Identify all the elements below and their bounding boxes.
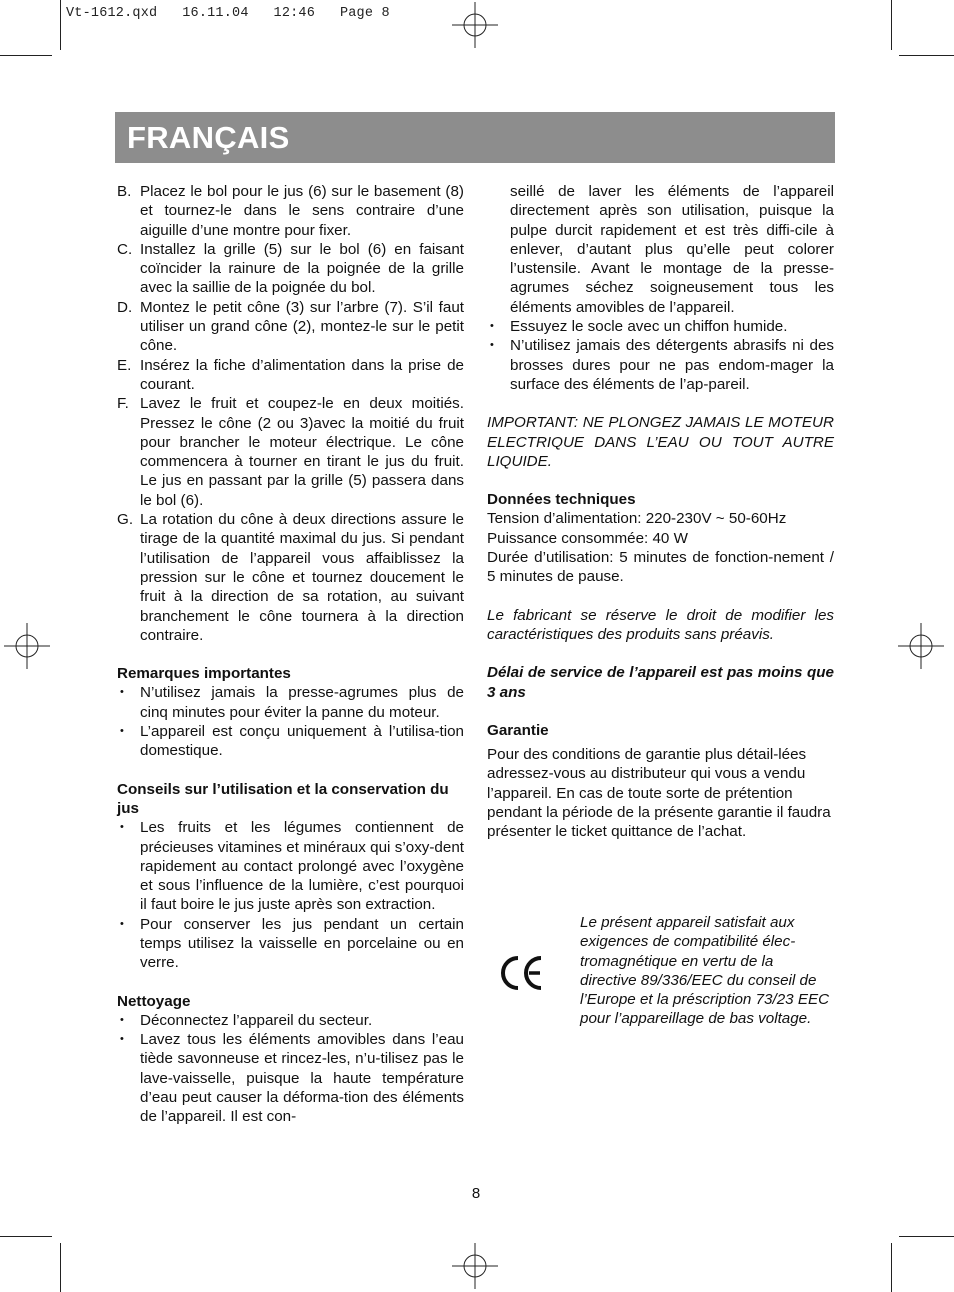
step-label: F. (117, 395, 129, 413)
list-item: • Essuyez le socle avec un chiffon humide. (487, 317, 834, 336)
registration-mark-icon (452, 2, 498, 48)
cleaning-heading: Nettoyage (117, 992, 191, 1010)
remarks-heading: Remarques importantes (117, 665, 291, 683)
step-label: C. (117, 240, 133, 258)
step-text: La rotation du cône à deux directions assure le tirage de la quantité maximal du jus. Si pendant l’utilisation de l’appareil vous affaiblissez la pression sur le cône et tournez doucement le fruit à la direction de sa rotation, au suivant branchement le cône tournera à la direction contraire. (140, 511, 464, 644)
crop-mark (899, 55, 954, 56)
crop-mark (899, 1236, 954, 1237)
registration-mark-icon (898, 623, 944, 669)
section-title: FRANÇAIS (127, 120, 290, 155)
service-life: Délai de service de l’appareil est pas moins que 3 ans (487, 664, 834, 701)
step-item (117, 182, 464, 240)
step-label: B. (117, 183, 132, 200)
assembly-steps (117, 182, 464, 645)
step-item (117, 394, 464, 510)
list-item: • Déconnectez l’appareil du secteur. (117, 1011, 464, 1030)
step-item (117, 240, 464, 298)
ce-compliance (487, 913, 834, 1053)
warranty-text: Pour des conditions de garantie plus détail-lées adressez-vous au distributeur qui vous a vendu l’appareil. En cas de toute sorte de prétention pendant la période de la présente garantie il faudra présenter le ticket quittance de l’achat. (487, 746, 831, 841)
print-slug: Vt-1612.qxd 16.11.04 12:46 Page 8 (66, 6, 390, 21)
important-warning: IMPORTANT: NE PLONGEZ JAMAIS LE MOTEUR ELECTRIQUE DANS L’EAU OU TOUT AUTRE LIQUIDE. (487, 414, 834, 470)
step-label: G. (117, 511, 134, 529)
step-label: E. (117, 356, 132, 374)
registration-mark-icon (4, 623, 50, 669)
list-item: • Pour conserver les jus pendant un certain temps utilisez la vaisselle en porcelaine ou en verre. (117, 915, 464, 973)
warranty-heading: Garantie (487, 721, 549, 739)
tech-line: Durée d’utilisation: 5 minutes de fonction-nement / 5 minutes de pause. (487, 549, 834, 586)
ce-text: Le présent appareil satisfait aux exigences de compatibilité élec-tromagnétique en vertu de la directive 89/336/EEC du conseil de l’Europe et la préscription 73/23 EEC pour l’appareillage de bas voltage. (580, 914, 830, 1028)
list-item: • N’utilisez jamais la presse-agrumes plus de cinq minutes pour éviter la panne du moteur. (117, 683, 464, 722)
step-text: Placez le bol pour le jus (6) sur le basement (8) et tournez-le dans le sens contraire d’une aiguille d’une montre pour fixer. (140, 183, 464, 239)
crop-mark (0, 1236, 52, 1237)
cleaning-continued-text: seillé de laver les éléments de l’appareil directement après son utilisation, puisque la pulpe durcit rapidement et est très diffi-cile à enlever, d’autant plus qu’elle peut colorer l’ustensile. Avant le montage de la presse-agrumes séchez soigneusement tous les éléments amovibles de l’appareil. (510, 183, 834, 316)
step-item (117, 356, 464, 395)
step-text: Insérez la fiche d’alimentation dans la prise de courant. (140, 356, 464, 393)
registration-mark-icon (452, 1243, 498, 1289)
tech-heading: Données techniques (487, 491, 636, 509)
tech-line: Puissance consommée: 40 W (487, 529, 688, 547)
section-banner (115, 112, 835, 163)
list-item: • Lavez tous les éléments amovibles dans l’eau tiède savonneuse et rincez-les, n’u-tilisez pas le lave-vaisselle, puisque la haute température d’eau peut causer la déforma-tion des éléments de l’appareil. Il est con- (117, 1030, 464, 1126)
list-item: • L’appareil est conçu uniquement à l’utilisa-tion domestique. (117, 722, 464, 761)
list-item: • N’utilisez jamais des détergents abrasifs ni des brosses dures pour ne pas endom-mager la surface des éléments de l’ap-pareil. (487, 336, 834, 394)
crop-mark (60, 0, 61, 50)
step-label: D. (117, 298, 133, 316)
step-text: Installez la grille (5) sur le bol (6) en faisant coïncider la rainure de la poignée de la grille avec la saillie de la poignée du bol. (140, 240, 464, 297)
step-item (117, 510, 464, 645)
step-item (117, 298, 464, 356)
crop-mark (0, 55, 52, 56)
crop-mark (891, 1243, 892, 1292)
right-column (487, 182, 834, 842)
list-item: • Les fruits et les légumes contiennent de précieuses vitamines et minéraux qui s’oxy-dent rapidement au contact prolongé avec l’oxygène et sous l’influence de la lumière, c’est pourquoi il faut boire le jus juste après son extraction. (117, 818, 464, 914)
crop-mark (60, 1243, 61, 1292)
step-text: Montez le petit cône (3) sur l’arbre (7). S’il faut utiliser un grand cône (2), montez-le sur le petit cône. (140, 298, 464, 355)
step-text: Lavez le fruit et coupez-le en deux moitiés. Pressez le cône (2 ou 3)avec la moitié du fruit pour brancher le moteur électrique. Le cône commencera à tourner en tirant le jus du fruit. Le jus en passant par la grille (5) passera dans le bol (6). (140, 395, 464, 509)
cleaning-continued (487, 182, 834, 317)
page-number: 8 (471, 1185, 481, 1202)
left-column (117, 182, 464, 1127)
crop-mark (891, 0, 892, 50)
manufacturer-note: Le fabricant se réserve le droit de modifier les caractéristiques des produits sans préavis. (487, 606, 834, 643)
ce-mark-icon (499, 953, 545, 993)
tech-line: Tension d’alimentation: 220-230V ~ 50-60Hz (487, 510, 787, 528)
advice-heading: Conseils sur l’utilisation et la conservation du jus (117, 780, 449, 817)
